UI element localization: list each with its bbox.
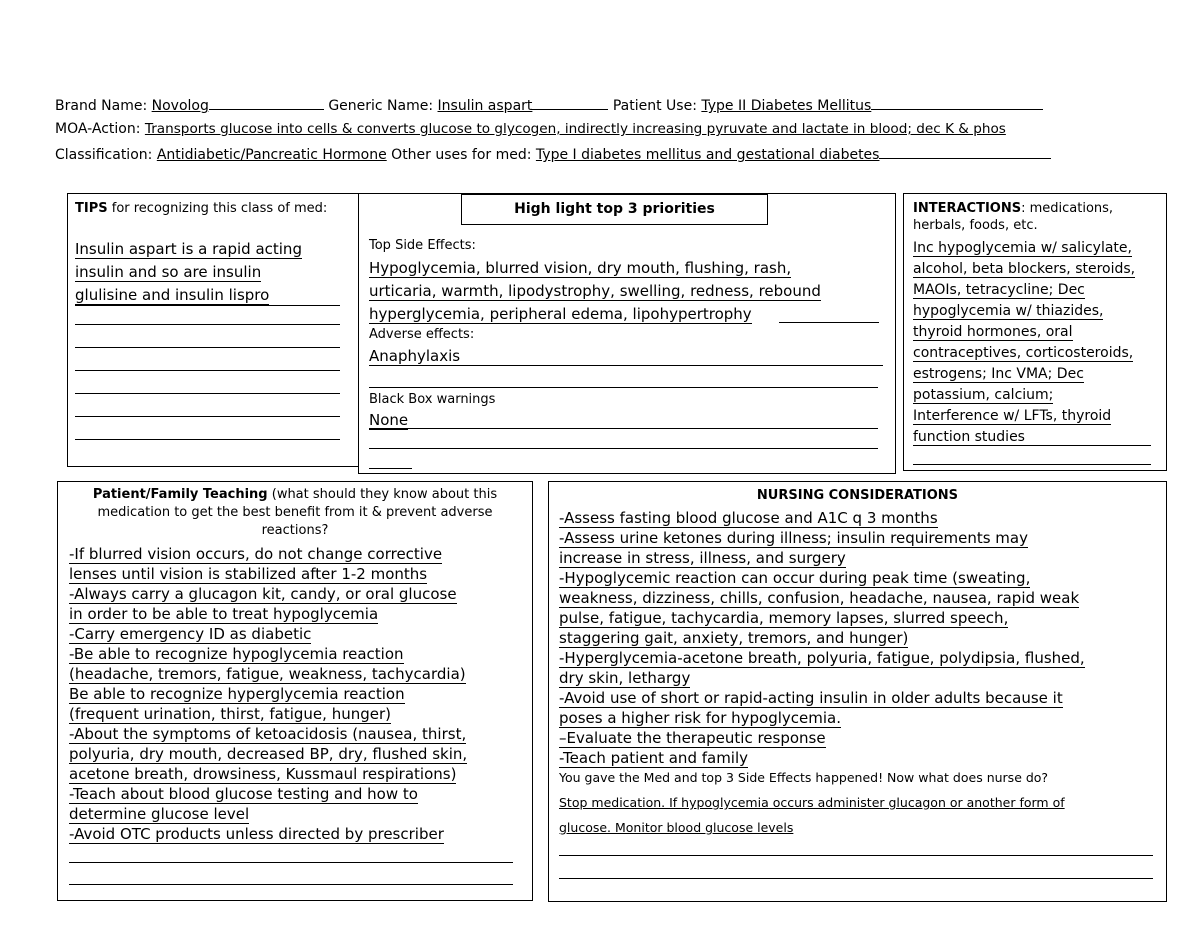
nursing-line: weakness, dizziness, chills, confusion, headache, nausea, rapid weak bbox=[559, 589, 1080, 607]
black-box-value: None bbox=[369, 411, 409, 429]
patient-use-value: Type II Diabetes Mellitus bbox=[701, 98, 872, 114]
header-row-1 bbox=[55, 97, 1043, 114]
nursing-line: -Avoid use of short or rapid-acting insulin in older adults because it bbox=[559, 689, 1063, 707]
interaction-line: alcohol, beta blockers, steroids, bbox=[913, 261, 1136, 277]
interactions-box bbox=[903, 193, 1167, 471]
interaction-line: potassium, calcium; bbox=[913, 387, 1054, 403]
interactions-list bbox=[913, 238, 1135, 448]
nursing-line: increase in stress, illness, and surgery bbox=[559, 549, 846, 567]
interaction-line: MAOIs, tetracycline; Dec bbox=[913, 282, 1085, 298]
priorities-box bbox=[358, 193, 896, 474]
teaching-line: (frequent urination, thirst, fatigue, hunger) bbox=[69, 705, 391, 723]
nursing-line: –Evaluate the therapeutic response bbox=[559, 729, 826, 747]
priorities-heading: High light top 3 priorities bbox=[461, 194, 768, 225]
teaching-line: -Carry emergency ID as diabetic bbox=[69, 625, 312, 643]
interaction-line: thyroid hormones, oral bbox=[913, 324, 1073, 340]
teaching-line: -Teach about blood glucose testing and how to bbox=[69, 785, 418, 803]
teaching-line: determine glucose level bbox=[69, 805, 250, 823]
tips-line-1: Insulin aspart is a rapid acting bbox=[75, 240, 302, 258]
nursing-line: -Assess fasting blood glucose and A1C q 3 months bbox=[559, 509, 938, 527]
side-effect-line-2: urticaria, warmth, lipodystrophy, swelling, redness, rebound bbox=[369, 282, 821, 300]
interaction-line: Interference w/ LFTs, thyroid bbox=[913, 408, 1112, 424]
tips-box bbox=[67, 193, 359, 467]
teaching-line: polyuria, dry mouth, decreased BP, dry, flushed skin, bbox=[69, 745, 468, 763]
interaction-line: function studies bbox=[913, 429, 1025, 445]
teaching-line: -If blurred vision occurs, do not change corrective bbox=[69, 545, 443, 563]
generic-name-value: Insulin aspart bbox=[437, 98, 533, 114]
nursing-line: -Assess urine ketones during illness; insulin requirements may bbox=[559, 529, 1028, 547]
adverse-effects-label: Adverse effects: bbox=[369, 327, 475, 342]
nursing-question: You gave the Med and top 3 Side Effects happened! Now what does nurse do? bbox=[559, 770, 1049, 785]
teaching-line: lenses until vision is stabilized after 1-2 months bbox=[69, 565, 428, 583]
black-box-label: Black Box warnings bbox=[369, 392, 496, 407]
teaching-line: -Avoid OTC products unless directed by prescriber bbox=[69, 825, 444, 843]
patient-use-label: Patient Use: bbox=[612, 98, 697, 114]
classification-value: Antidiabetic/Pancreatic Hormone bbox=[156, 147, 387, 163]
nursing-line: dry skin, lethargy bbox=[559, 669, 691, 687]
teaching-line: -Always carry a glucagon kit, candy, or oral glucose bbox=[69, 585, 457, 603]
interaction-line: estrogens; Inc VMA; Dec bbox=[913, 366, 1084, 382]
teaching-line: acetone breath, drowsiness, Kussmaul respirations) bbox=[69, 765, 457, 783]
side-effect-line-1: Hypoglycemia, blurred vision, dry mouth, flushing, rash, bbox=[369, 259, 792, 277]
teaching-line: Be able to recognize hyperglycemia reaction bbox=[69, 685, 405, 703]
adverse-effects-value: Anaphylaxis bbox=[369, 347, 461, 365]
teaching-line: in order to be able to treat hypoglycemia bbox=[69, 605, 379, 623]
side-effects-label: Top Side Effects: bbox=[369, 238, 476, 253]
teaching-line: -Be able to recognize hypoglycemia reaction bbox=[69, 645, 404, 663]
interaction-line: hypoglycemia w/ thiazides, bbox=[913, 303, 1104, 319]
moa-value: Transports glucose into cells & converts glucose to glycogen, indirectly increasing pyruvate and lactate in blood; dec K & phos bbox=[144, 121, 1006, 137]
tips-line-3: glulisine and insulin lispro bbox=[75, 286, 270, 304]
teaching-line: -About the symptoms of ketoacidosis (nausea, thirst, bbox=[69, 725, 467, 743]
nursing-line: pulse, fatigue, tachycardia, memory lapses, slurred speech, bbox=[559, 609, 1009, 627]
teaching-title: Patient/Family Teaching (what should they know about this medication to get the best benefit from it & prevent adverse reactions? bbox=[92, 487, 498, 538]
nursing-list bbox=[559, 508, 1085, 768]
brand-name-label: Brand Name: bbox=[55, 98, 148, 114]
interaction-line: contraceptives, corticosteroids, bbox=[913, 345, 1134, 361]
other-uses-label: Other uses for med: bbox=[391, 147, 532, 163]
teaching-line: (headache, tremors, fatigue, weakness, tachycardia) bbox=[69, 665, 466, 683]
nursing-line: -Teach patient and family bbox=[559, 749, 749, 767]
header-row-3 bbox=[55, 146, 1051, 163]
nursing-line: -Hyperglycemia-acetone breath, polyuria, fatigue, polydipsia, flushed, bbox=[559, 649, 1085, 667]
teaching-list bbox=[69, 544, 467, 844]
nursing-answer-2: glucose. Monitor blood glucose levels bbox=[559, 820, 794, 835]
nursing-title: NURSING CONSIDERATIONS bbox=[756, 488, 959, 503]
side-effect-line-3: hyperglycemia, peripheral edema, lipohypertrophy bbox=[369, 305, 752, 323]
header-row-2 bbox=[55, 121, 1006, 137]
nursing-box bbox=[548, 481, 1167, 902]
nursing-line: -Hypoglycemic reaction can occur during peak time (sweating, bbox=[559, 569, 1031, 587]
interactions-title: INTERACTIONS: medications, herbals, foods, etc. bbox=[913, 201, 1114, 233]
nursing-line: staggering gait, anxiety, tremors, and hunger) bbox=[559, 629, 909, 647]
moa-label: MOA-Action: bbox=[55, 121, 141, 137]
interaction-line: Inc hypoglycemia w/ salicylate, bbox=[913, 240, 1132, 256]
tips-title: TIPS for recognizing this class of med: bbox=[75, 201, 328, 216]
tips-line-2: insulin and so are insulin bbox=[75, 263, 262, 281]
generic-name-label: Generic Name: bbox=[328, 98, 434, 114]
other-uses-value: Type I diabetes mellitus and gestational diabetes bbox=[535, 147, 880, 163]
brand-name-value: Novolog bbox=[151, 98, 209, 114]
classification-label: Classification: bbox=[55, 147, 153, 163]
teaching-box bbox=[57, 481, 533, 901]
nursing-line: poses a higher risk for hypoglycemia. bbox=[559, 709, 842, 727]
nursing-answer-1: Stop medication. If hypoglycemia occurs administer glucagon or another form of bbox=[559, 795, 1065, 810]
